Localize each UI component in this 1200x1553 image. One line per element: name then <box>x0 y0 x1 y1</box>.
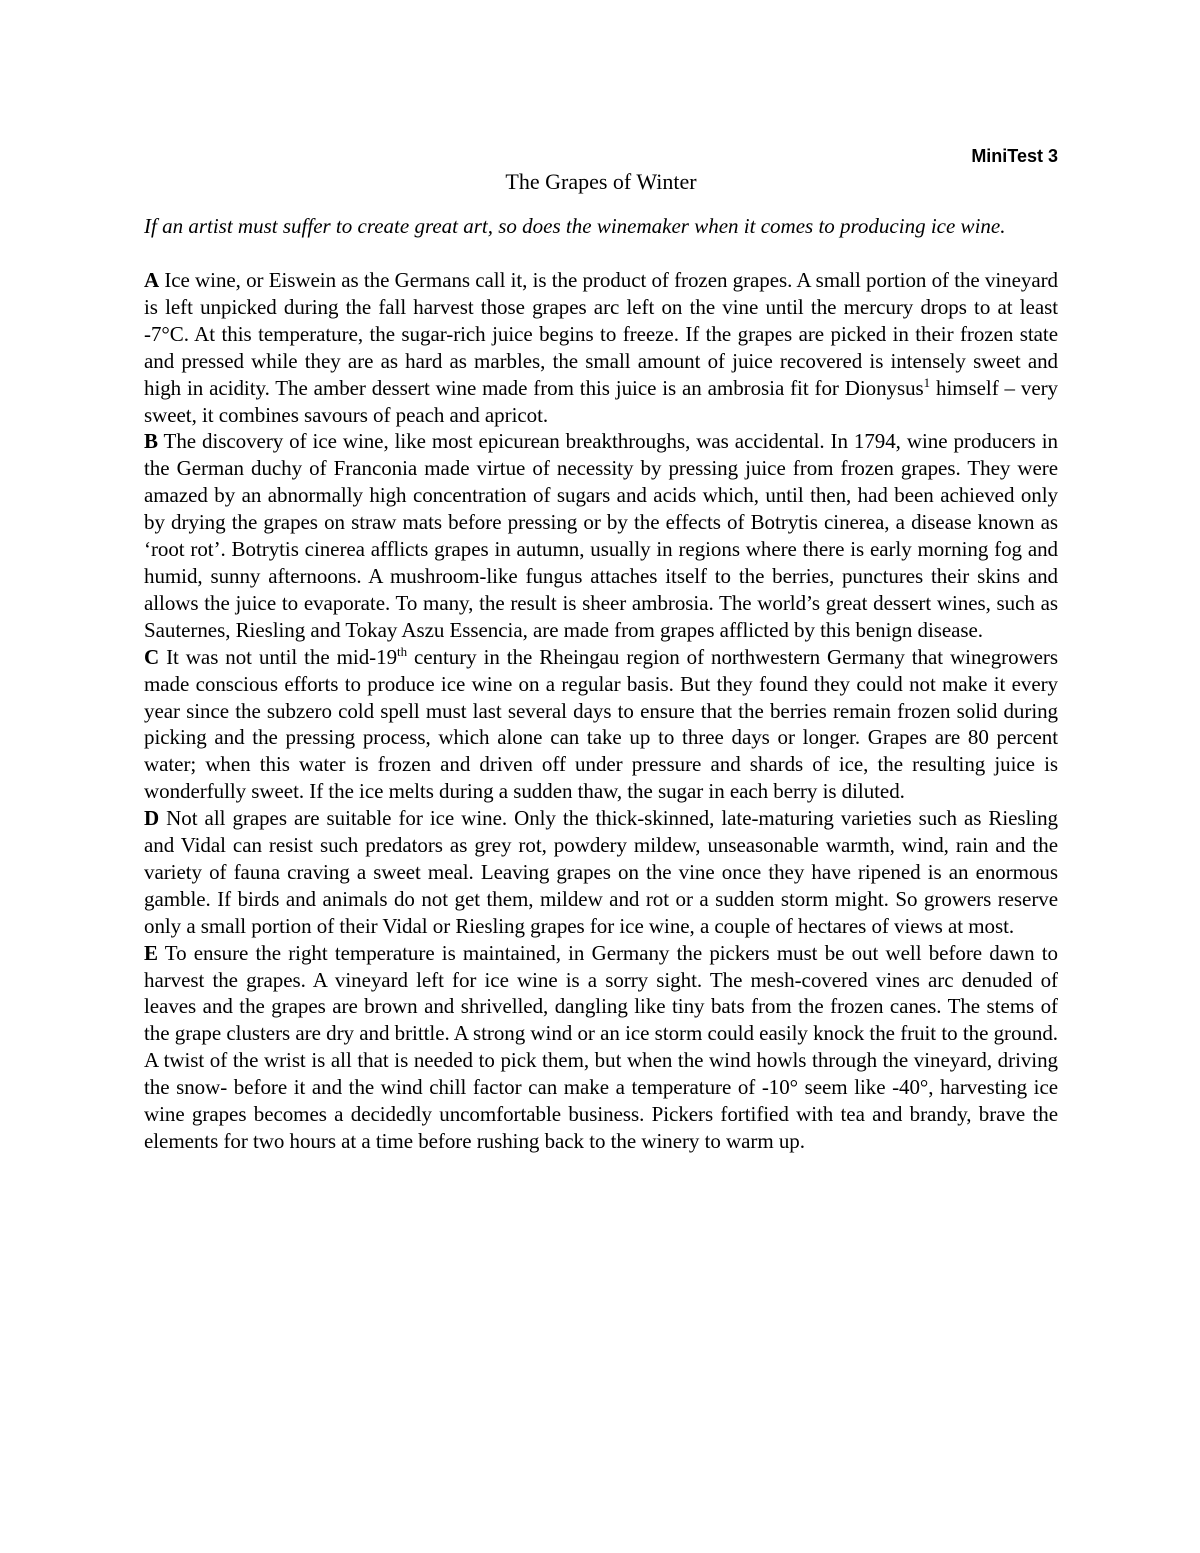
paragraph-letter: D <box>144 806 160 831</box>
paragraph-letter: B <box>144 429 158 454</box>
paragraph-text: himself – very sweet, it combines savours of peach and apricot. <box>144 375 1058 427</box>
header-label: MiniTest 3 <box>971 146 1058 166</box>
paragraph-d <box>144 805 1058 940</box>
paragraph-text: It was not until the mid-19 <box>159 644 398 669</box>
paragraph-text: To ensure the right temperature is maintained, in Germany the pickers must be out well before dawn to harvest the grapes. A vineyard left for ice wine is a sorry sight. The mesh-covered vines arc denuded of leaves and the grapes are brown and shrivelled, dangling like tiny bats from the frozen canes. The stems of the grape clusters are dry and brittle. A strong wind or an ice storm could easily knock the fruit to the ground. A twist of the wrist is all that is needed to pick them, but when the wind howls through the vineyard, driving the snow- before it and the wind chill factor can make a temperature of -10° seem like -40°, harvesting ice wine grapes becomes a decidedly uncomfortable business. Pickers fortified with tea and brandy, brave the elements for two hours at a time before rushing back to the winery to warm up. <box>144 940 1058 1153</box>
paragraph-letter: C <box>144 644 160 669</box>
paragraph-b <box>144 428 1058 643</box>
ordinal-superscript: th <box>397 643 408 659</box>
paragraph-c <box>144 644 1058 805</box>
paragraph-text: Ice wine, or Eiswein as the Germans call it, is the product of frozen grapes. A small portion of the vineyard is left unpicked during the fall harvest those grapes arc left on the vine until the mercury drops to at least -7°C. At this temperature, the sugar-rich juice begins to freeze. If the grapes are picked in their frozen state and pressed while they are as hard as marbles, the small amount of juice recovered is intensely sweet and high in acidity. The amber dessert wine made from this juice is an ambrosia fit for Dionysus <box>144 268 1058 400</box>
paragraph-a <box>144 267 1058 428</box>
paragraph-e <box>144 940 1058 1155</box>
document-title: The Grapes of Winter <box>505 169 697 194</box>
paragraph-text: The discovery of ice wine, like most epicurean breakthroughs, was accidental. In 1794, wine producers in the German duchy of Franconia made virtue of necessity by pressing juice from frozen grapes. They were amazed by an abnormally high concentration of sugars and acids which, until then, had been achieved only by drying the grapes on straw mats before pressing or by the effects of Botrytis cinerea, a disease known as ‘root rot’. Botrytis cinerea afflicts grapes in autumn, usually in regions where there is early morning fog and humid, sunny afternoons. A mushroom-like fungus attaches itself to the berries, punctures their skins and allows the juice to evaporate. To many, the result is sheer ambrosia. The world’s great dessert wines, such as Sauternes, Riesling and Tokay Aszu Essencia, are made from grapes afflicted by this benign disease. <box>144 429 1058 642</box>
paragraph-letter: A <box>144 268 160 292</box>
document-subtitle: If an artist must suffer to create great art, so does the winemaker when it comes to producing ice wine. <box>144 214 1006 238</box>
paragraph-text: century in the Rheingau region of northwestern Germany that winegrowers made conscious efforts to produce ice wine on a regular basis. But they found they could not make it every year since the subzero cold spell must last several days to ensure that the berries remain frozen solid during picking and the pressing process, which alone can take up to three days or longer. Grapes are 80 percent water; when this water is frozen and driven off under pressure and shards of ice, the resulting juice is wonderfully sweet. If the ice melts during a sudden thaw, the sugar in each berry is diluted. <box>144 644 1058 804</box>
document-page <box>144 140 1058 1155</box>
paragraph-letter: E <box>144 940 158 965</box>
footnote-marker: 1 <box>923 374 931 390</box>
paragraph-text: Not all grapes are suitable for ice wine. Only the thick-skinned, late-maturing varieties such as Riesling and Vidal can resist such predators as grey rot, powdery mildew, unseasonable warmth, wind, rain and the variety of fauna craving a sweet meal. Leaving grapes on the vine once they have ripened is an enormous gamble. If birds and animals do not get them, mildew and rot or a sudden storm might. So growers reserve only a small portion of their Vidal or Riesling grapes for ice wine, a couple of hectares of views at most. <box>144 806 1058 938</box>
